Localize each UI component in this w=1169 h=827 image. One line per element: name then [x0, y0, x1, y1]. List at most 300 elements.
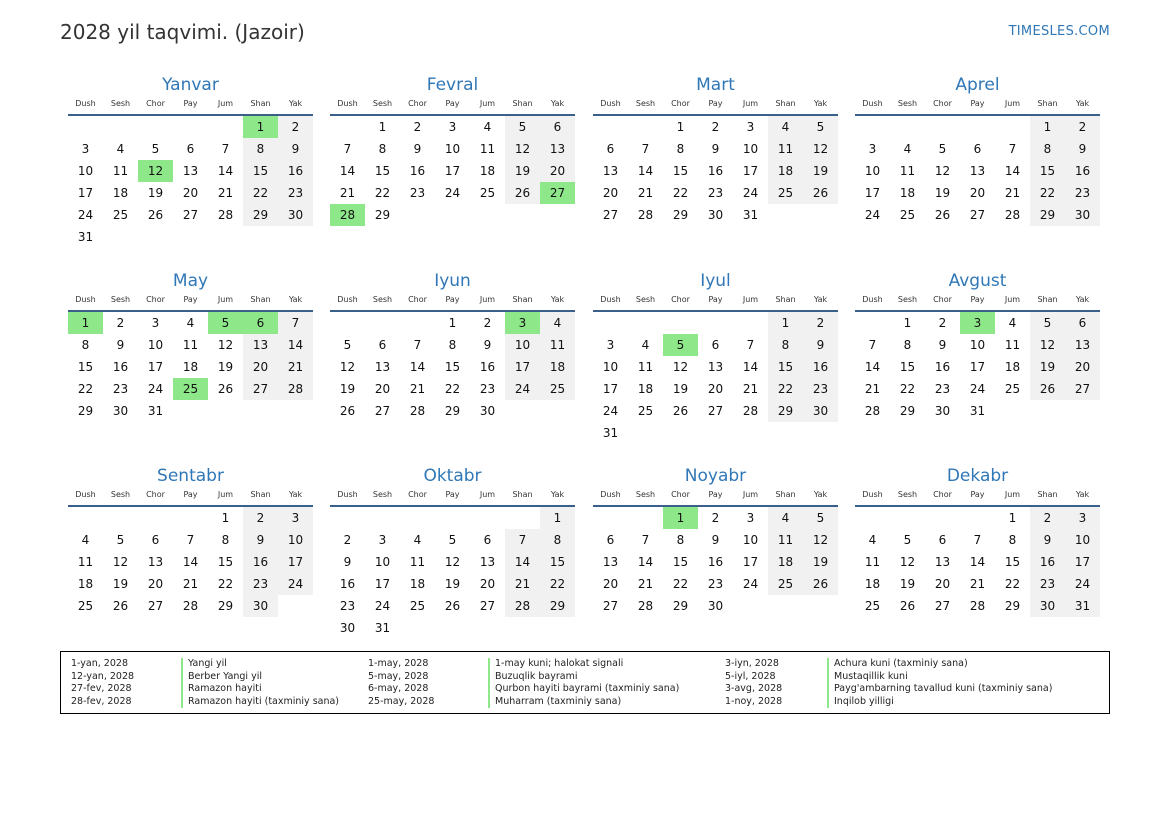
day: 2	[711, 120, 720, 134]
holiday-day: 3	[960, 312, 995, 334]
day: 26	[899, 599, 916, 613]
day: 20	[969, 186, 986, 200]
weekday-label: Yak	[288, 490, 303, 499]
empty-cell	[855, 507, 890, 529]
empty-cell	[890, 116, 925, 138]
holiday-day: 5	[663, 334, 698, 356]
day: 14	[1004, 164, 1021, 178]
weekday-header	[330, 97, 575, 111]
empty-cell	[208, 116, 243, 138]
day: 22	[77, 382, 94, 396]
day: 29	[672, 208, 689, 222]
day: 9	[483, 338, 492, 352]
empty-cell	[435, 507, 470, 529]
empty-cell	[593, 116, 628, 138]
weekday-header	[855, 488, 1100, 502]
day: 28	[217, 208, 234, 222]
day-grid	[68, 312, 313, 422]
month-yanvar	[68, 74, 313, 248]
day: 23	[1030, 573, 1065, 595]
holiday-day: 3	[505, 312, 540, 334]
day: 9	[711, 142, 720, 156]
holiday-legend	[60, 651, 1110, 714]
day: 20	[602, 577, 619, 591]
legend-row	[71, 671, 339, 684]
day: 23	[707, 186, 724, 200]
day: 10	[969, 338, 986, 352]
weekday-label: Yak	[1075, 99, 1090, 108]
day-grid	[855, 312, 1100, 422]
weekday-label: Yak	[813, 295, 828, 304]
month-name: Aprel	[955, 75, 1000, 95]
day: 26	[444, 599, 461, 613]
day: 11	[768, 138, 803, 160]
weekday-label: Dush	[75, 295, 96, 304]
weekday-label: Sesh	[897, 490, 918, 499]
empty-cell	[330, 312, 365, 334]
day: 29	[540, 595, 575, 617]
day: 11	[112, 164, 129, 178]
day: 20	[479, 577, 496, 591]
empty-cell	[68, 116, 103, 138]
day: 14	[637, 164, 654, 178]
day: 5	[151, 142, 160, 156]
day: 17	[742, 164, 759, 178]
day: 13	[602, 555, 619, 569]
empty-cell	[663, 312, 698, 334]
weekday-label: Chor	[146, 99, 165, 108]
day: 18	[1004, 360, 1021, 374]
day: 14	[864, 360, 881, 374]
weekday-label: Sesh	[372, 490, 393, 499]
day: 4	[483, 120, 492, 134]
day: 8	[768, 334, 803, 356]
day: 30	[934, 404, 951, 418]
holiday-name: Yangi yil	[181, 658, 227, 671]
day: 21	[278, 356, 313, 378]
day: 10	[602, 360, 619, 374]
day: 18	[768, 160, 803, 182]
weekday-label: Yak	[288, 99, 303, 108]
day: 30	[707, 208, 724, 222]
day: 22	[768, 378, 803, 400]
day: 21	[864, 382, 881, 396]
holiday-name: Berber Yangi yil	[181, 671, 262, 684]
day: 17	[147, 360, 164, 374]
month-name: Yanvar	[162, 75, 219, 95]
weekday-header	[330, 293, 575, 307]
weekday-label: Jum	[479, 99, 496, 108]
day: 22	[243, 182, 278, 204]
day: 18	[540, 356, 575, 378]
day: 26	[147, 208, 164, 222]
day: 5	[116, 533, 125, 547]
day: 11	[864, 555, 881, 569]
weekday-label: Dush	[600, 295, 621, 304]
month-name: May	[172, 271, 209, 291]
day: 6	[483, 533, 492, 547]
day: 8	[1030, 138, 1065, 160]
day: 18	[182, 360, 199, 374]
weekday-label: Yak	[550, 490, 565, 499]
day: 3	[278, 507, 313, 529]
day: 7	[505, 529, 540, 551]
month-name: Oktabr	[423, 466, 482, 486]
day: 7	[1008, 142, 1017, 156]
day: 10	[864, 164, 881, 178]
day: 25	[77, 599, 94, 613]
day: 8	[903, 338, 912, 352]
holiday-date: 5-iyl, 2028	[725, 670, 776, 682]
weekday-label: Shan	[1037, 295, 1058, 304]
day: 31	[374, 621, 391, 635]
day: 29	[444, 404, 461, 418]
weekday-label: Dush	[600, 99, 621, 108]
weekday-label: Sesh	[110, 295, 131, 304]
day: 15	[672, 555, 689, 569]
weekday-label: Chor	[408, 99, 427, 108]
weekday-header	[330, 488, 575, 502]
weekday-label: Shan	[1037, 490, 1058, 499]
day: 6	[973, 142, 982, 156]
weekday-label: Dush	[75, 99, 96, 108]
day: 8	[221, 533, 230, 547]
month-fevral	[330, 74, 575, 226]
day: 26	[505, 182, 540, 204]
weekday-label: Pay	[445, 99, 460, 108]
day: 23	[707, 577, 724, 591]
day: 14	[637, 555, 654, 569]
weekday-label: Shan	[512, 99, 533, 108]
day: 30	[243, 595, 278, 617]
day: 20	[1065, 356, 1100, 378]
day: 10	[742, 533, 759, 547]
day: 5	[505, 116, 540, 138]
month-name: Iyun	[434, 271, 471, 291]
day: 20	[243, 356, 278, 378]
holiday-date: 12-yan, 2028	[71, 670, 135, 682]
holiday-date: 25-may, 2028	[368, 695, 435, 707]
day: 15	[374, 164, 391, 178]
day: 27	[969, 208, 986, 222]
day: 4	[540, 312, 575, 334]
day: 11	[540, 334, 575, 356]
weekday-label: Jum	[217, 490, 234, 499]
day-grid	[330, 507, 575, 639]
day: 12	[444, 555, 461, 569]
day: 21	[637, 577, 654, 591]
day: 8	[540, 529, 575, 551]
day: 19	[672, 382, 689, 396]
month-iyul	[593, 270, 838, 444]
day: 4	[903, 142, 912, 156]
weekday-label: Pay	[183, 490, 198, 499]
legend-column	[71, 658, 339, 708]
month-name: Dekabr	[946, 466, 1009, 486]
day: 24	[1065, 573, 1100, 595]
day: 19	[339, 382, 356, 396]
legend-row	[368, 696, 679, 709]
day: 6	[186, 142, 195, 156]
day: 6	[378, 338, 387, 352]
day: 19	[899, 577, 916, 591]
day: 14	[339, 164, 356, 178]
day: 21	[505, 573, 540, 595]
weekday-label: Chor	[933, 99, 952, 108]
day: 29	[768, 400, 803, 422]
weekday-header	[855, 293, 1100, 307]
day: 11	[1004, 338, 1021, 352]
day: 21	[969, 577, 986, 591]
day: 17	[1065, 551, 1100, 573]
day: 26	[1030, 378, 1065, 400]
weekday-label: Chor	[933, 490, 952, 499]
day: 25	[637, 404, 654, 418]
day-grid	[68, 116, 313, 248]
day: 3	[151, 316, 160, 330]
day: 19	[147, 186, 164, 200]
day: 27	[1065, 378, 1100, 400]
weekday-label: Shan	[775, 490, 796, 499]
day: 1	[221, 511, 230, 525]
day: 3	[606, 338, 615, 352]
day: 5	[1030, 312, 1065, 334]
day: 11	[409, 555, 426, 569]
day: 27	[147, 599, 164, 613]
day: 17	[444, 164, 461, 178]
day: 18	[864, 577, 881, 591]
month-dekabr	[855, 465, 1100, 617]
weekday-label: Shan	[512, 490, 533, 499]
day: 28	[1004, 208, 1021, 222]
weekday-label: Shan	[775, 295, 796, 304]
holiday-date: 1-may, 2028	[368, 658, 429, 669]
day-grid	[330, 312, 575, 422]
day: 1	[1008, 511, 1017, 525]
day: 13	[479, 555, 496, 569]
day: 23	[479, 382, 496, 396]
month-name: Iyul	[700, 271, 731, 291]
weekday-label: Jum	[217, 295, 234, 304]
day: 6	[151, 533, 160, 547]
day: 18	[112, 186, 129, 200]
day: 17	[77, 186, 94, 200]
weekday-label: Dush	[337, 99, 358, 108]
weekday-label: Chor	[408, 490, 427, 499]
day: 19	[803, 160, 838, 182]
weekday-header	[68, 97, 313, 111]
holiday-day: 1	[243, 116, 278, 138]
day: 24	[505, 378, 540, 400]
day: 22	[672, 577, 689, 591]
day: 9	[938, 338, 947, 352]
day: 1	[378, 120, 387, 134]
day: 12	[217, 338, 234, 352]
holiday-day: 5	[208, 312, 243, 334]
day: 21	[217, 186, 234, 200]
legend-row	[725, 683, 1052, 696]
day: 8	[1008, 533, 1017, 547]
day: 5	[803, 507, 838, 529]
day: 2	[413, 120, 422, 134]
day: 20	[707, 382, 724, 396]
empty-cell	[138, 116, 173, 138]
weekday-label: Yak	[288, 295, 303, 304]
weekday-label: Shan	[250, 490, 271, 499]
empty-cell	[470, 507, 505, 529]
day: 20	[374, 382, 391, 396]
month-iyun	[330, 270, 575, 422]
day: 2	[483, 316, 492, 330]
legend-row	[368, 671, 679, 684]
day: 21	[742, 382, 759, 396]
day: 15	[444, 360, 461, 374]
day: 2	[278, 116, 313, 138]
day: 24	[864, 208, 881, 222]
day-grid	[68, 507, 313, 617]
day: 25	[409, 599, 426, 613]
day: 28	[969, 599, 986, 613]
day: 12	[112, 555, 129, 569]
day: 25	[112, 208, 129, 222]
day: 7	[186, 533, 195, 547]
day: 13	[374, 360, 391, 374]
day: 7	[641, 142, 650, 156]
day: 2	[116, 316, 125, 330]
empty-cell	[173, 116, 208, 138]
day: 12	[899, 555, 916, 569]
day: 8	[378, 142, 387, 156]
day: 19	[112, 577, 129, 591]
day: 14	[505, 551, 540, 573]
day: 12	[803, 529, 838, 551]
day: 4	[768, 507, 803, 529]
day: 16	[479, 360, 496, 374]
empty-cell	[330, 507, 365, 529]
day: 9	[278, 138, 313, 160]
weekday-label: Sesh	[635, 490, 656, 499]
weekday-label: Sesh	[372, 295, 393, 304]
day: 31	[602, 426, 619, 440]
empty-cell	[925, 507, 960, 529]
weekday-label: Jum	[742, 295, 759, 304]
day: 25	[899, 208, 916, 222]
day: 2	[711, 511, 720, 525]
month-name: Mart	[696, 75, 735, 95]
day: 1	[676, 120, 685, 134]
day: 15	[672, 164, 689, 178]
day: 3	[378, 533, 387, 547]
day: 12	[1030, 334, 1065, 356]
day: 31	[1065, 595, 1100, 617]
day: 26	[934, 208, 951, 222]
day: 14	[182, 555, 199, 569]
month-name: Sentabr	[157, 466, 224, 486]
weekday-label: Jum	[217, 99, 234, 108]
holiday-name: 1-may kuni; halokat signali	[488, 658, 623, 671]
empty-cell	[628, 312, 663, 334]
month-noyabr	[593, 465, 838, 617]
day: 9	[116, 338, 125, 352]
weekday-label: Shan	[1037, 99, 1058, 108]
day: 1	[448, 316, 457, 330]
legend-column	[368, 658, 679, 708]
day: 3	[746, 120, 755, 134]
day: 7	[413, 338, 422, 352]
day: 16	[112, 360, 129, 374]
empty-cell	[628, 116, 663, 138]
day: 20	[147, 577, 164, 591]
day: 7	[278, 312, 313, 334]
weekday-label: Chor	[146, 490, 165, 499]
weekday-label: Dush	[862, 490, 883, 499]
day: 26	[217, 382, 234, 396]
day: 3	[448, 120, 457, 134]
site-link[interactable]: TIMESLES.COM	[1008, 24, 1110, 39]
month-mart	[593, 74, 838, 226]
day: 2	[243, 507, 278, 529]
day: 21	[1004, 186, 1021, 200]
day: 26	[803, 182, 838, 204]
holiday-date: 1-noy, 2028	[725, 695, 783, 707]
day: 27	[602, 599, 619, 613]
weekday-label: Jum	[479, 295, 496, 304]
day: 4	[641, 338, 650, 352]
day: 12	[803, 138, 838, 160]
month-aprel	[855, 74, 1100, 226]
day: 10	[147, 338, 164, 352]
holiday-name: Buzuqlik bayrami	[488, 671, 577, 684]
day: 4	[413, 533, 422, 547]
day: 28	[637, 208, 654, 222]
holiday-day: 12	[138, 160, 173, 182]
day: 29	[672, 599, 689, 613]
holiday-name: Mustaqillik kuni	[827, 671, 908, 684]
day: 16	[243, 551, 278, 573]
day: 23	[1065, 182, 1100, 204]
holiday-date: 3-iyn, 2028	[725, 658, 779, 669]
day: 19	[444, 577, 461, 591]
day: 30	[1030, 595, 1065, 617]
day: 13	[243, 334, 278, 356]
day: 31	[742, 208, 759, 222]
day: 4	[81, 533, 90, 547]
day-grid	[330, 116, 575, 226]
weekday-label: Yak	[1075, 490, 1090, 499]
day: 22	[1030, 182, 1065, 204]
day: 6	[1065, 312, 1100, 334]
day: 18	[479, 164, 496, 178]
day: 16	[339, 577, 356, 591]
weekday-label: Jum	[742, 490, 759, 499]
day: 15	[899, 360, 916, 374]
day: 11	[768, 529, 803, 551]
empty-cell	[593, 507, 628, 529]
day: 4	[116, 142, 125, 156]
weekday-label: Shan	[250, 99, 271, 108]
empty-cell	[365, 312, 400, 334]
day: 15	[77, 360, 94, 374]
day: 22	[374, 186, 391, 200]
empty-cell	[593, 312, 628, 334]
day: 6	[938, 533, 947, 547]
day: 25	[768, 573, 803, 595]
day: 13	[147, 555, 164, 569]
day: 27	[479, 599, 496, 613]
day: 25	[540, 378, 575, 400]
day: 6	[606, 533, 615, 547]
page-title: 2028 yil taqvimi. (Jazoir)	[60, 20, 305, 44]
